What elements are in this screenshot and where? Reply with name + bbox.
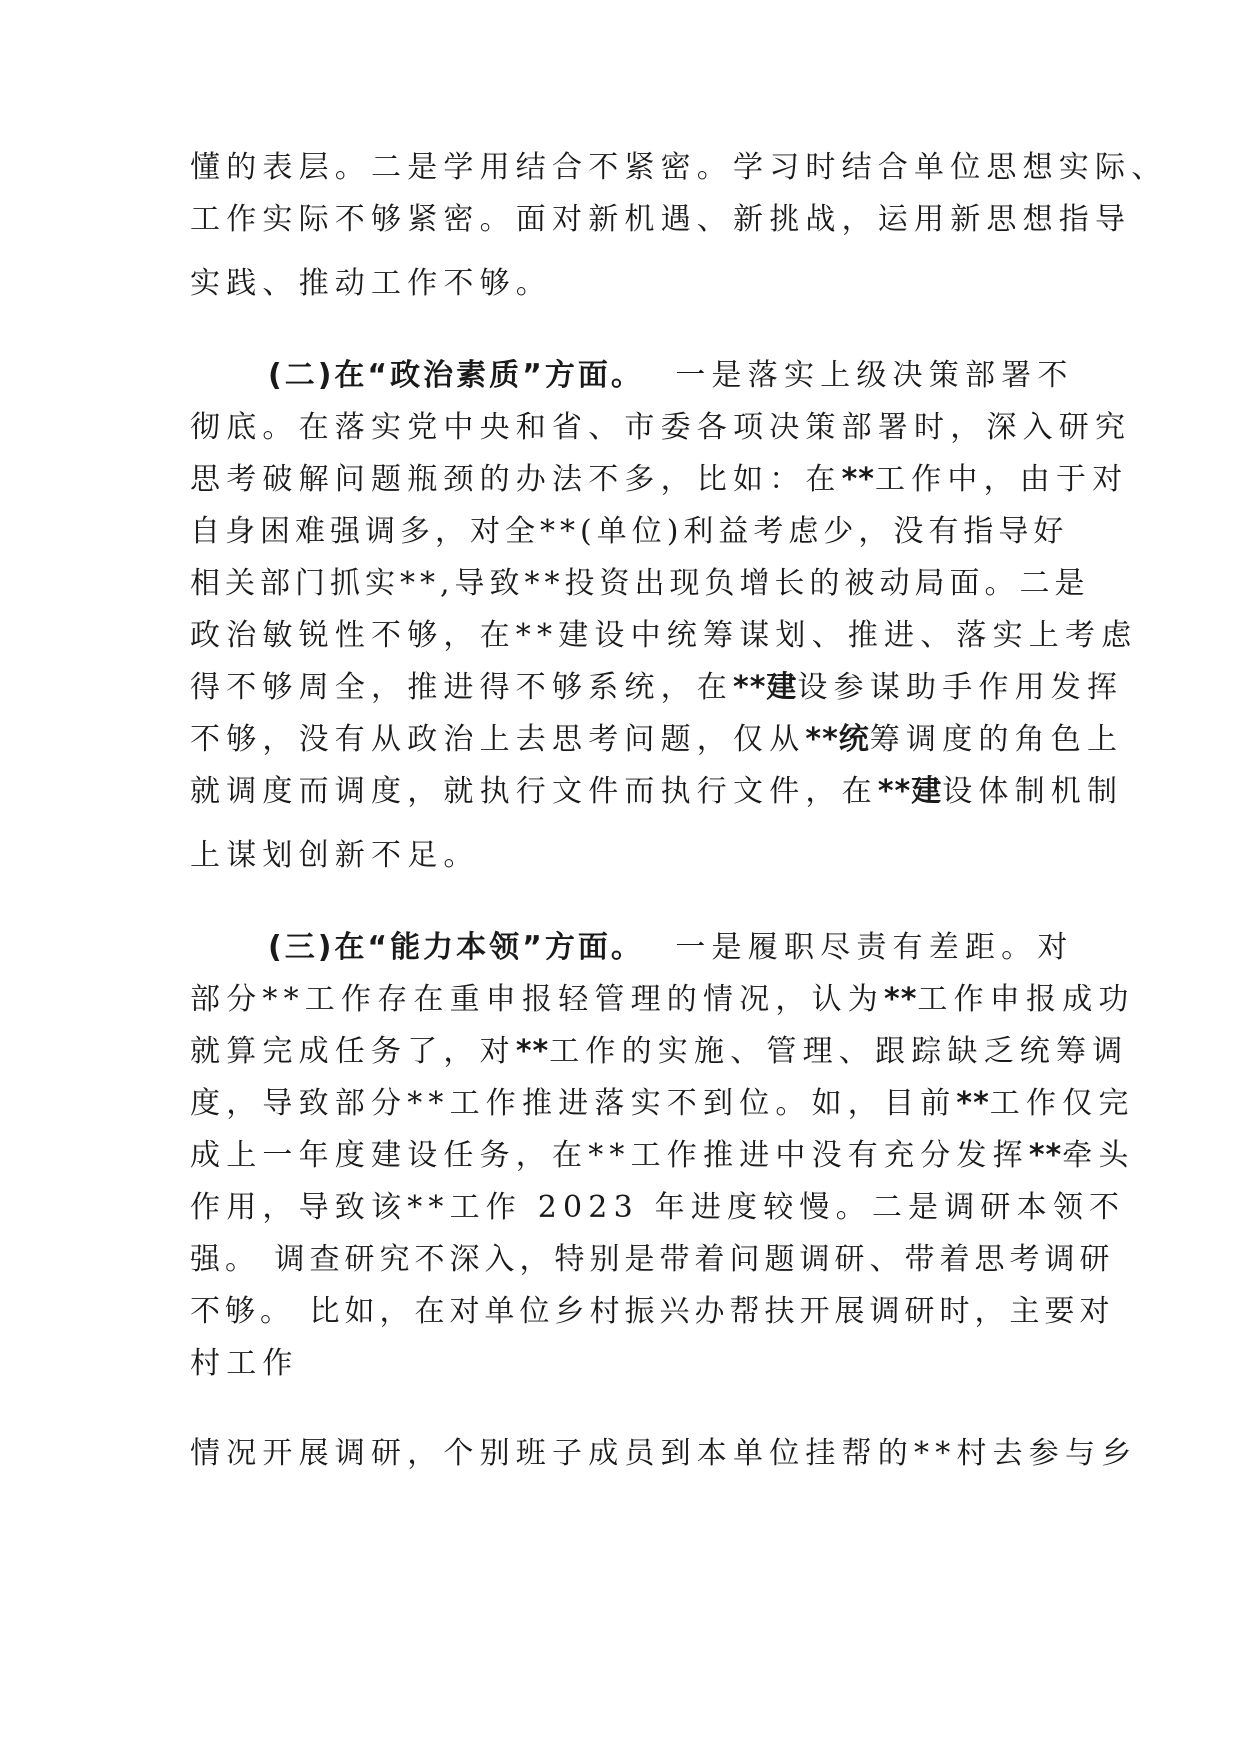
bold-placeholder: **	[956, 1086, 990, 1121]
bold-placeholder: **统	[805, 722, 870, 757]
text-span: 就调度而调度，就执行文件而执行文件，在	[190, 774, 878, 809]
paragraph-line	[190, 668, 1124, 708]
bold-placeholder: **	[1028, 1138, 1063, 1173]
paragraph-line: 情况开展调研，个别班子成员到本单位挂帮的**村去参与乡	[190, 1436, 1138, 1471]
paragraph-line: 村工作	[190, 1346, 299, 1381]
text-span: 工作的实施、管理、跟踪缺乏统筹调	[549, 1034, 1129, 1069]
paragraph-line: 不够。 比如，在对单位乡村振兴办帮扶开展调研时，主要对	[190, 1294, 1115, 1329]
text-span: 成上一年度建设任务，在**工作推进中没有充分发挥	[190, 1138, 1029, 1173]
heading-text: (二)在“政治素质”方面。	[268, 358, 644, 393]
paragraph-line: 实践、推动工作不够。	[190, 266, 552, 301]
text-span: 设参谋助手作用发挥	[797, 670, 1124, 705]
text-span: 牵头	[1062, 1138, 1135, 1173]
section-heading-political-quality	[268, 356, 1074, 396]
heading-continuation: 一是落实上级决策部署不	[675, 358, 1074, 393]
paragraph-line	[190, 772, 1124, 812]
paragraph-line: 强。 调查研究不深入，特别是带着问题调研、带着思考调研	[190, 1242, 1115, 1277]
paragraph-line	[190, 1136, 1135, 1176]
text-span: 部分**工作存在重申报轻管理的情况，认为	[190, 982, 884, 1017]
paragraph-line: 上谋划创新不足。	[190, 838, 480, 873]
paragraph-line: 彻底。在落实党中央和省、市委各项决策部署时，深入研究	[190, 410, 1132, 445]
paragraph-line	[190, 1084, 1135, 1124]
text-span: 思考破解问题瓶颈的办法不多，比如：在	[190, 462, 842, 497]
paragraph-line: 自身困难强调多，对全**(单位)利益考虑少，没有指导好	[190, 514, 1069, 549]
paragraph-line	[190, 460, 1129, 500]
bold-placeholder: **建	[733, 670, 798, 705]
paragraph-line	[190, 980, 1135, 1020]
text-span: 工作申报成功	[917, 982, 1135, 1017]
bold-placeholder: **	[515, 1034, 550, 1069]
heading-continuation: 一是履职尽责有差距。对	[675, 930, 1074, 965]
bold-placeholder: **	[841, 462, 875, 497]
paragraph-line: 相关部门抓实**,导致**投资出现负增长的被动局面。二是	[190, 566, 1090, 601]
text-span: 就算完成任务了，对	[190, 1034, 516, 1069]
paragraph-line	[190, 720, 1124, 760]
text-span: 筹调度的角色上	[869, 722, 1124, 757]
paragraph-line	[190, 1032, 1129, 1072]
paragraph-line: 政治敏锐性不够，在**建设中统筹谋划、推进、落实上考虑	[190, 618, 1138, 653]
paragraph-line: 作用，导致该**工作 2023 年进度较慢。二是调研本领不	[190, 1190, 1126, 1225]
heading-text: (三)在“能力本领”方面。	[268, 930, 644, 965]
text-span: 工作仅完	[989, 1086, 1135, 1121]
text-span: 设体制机制	[942, 774, 1124, 809]
text-span: 工作中，由于对	[875, 462, 1129, 497]
paragraph-line: 工作实际不够紧密。面对新机遇、新挑战，运用新思想指导	[190, 202, 1132, 237]
text-span: 得不够周全，推进得不够系统，在	[190, 670, 733, 705]
text-span: 不够，没有从政治上去思考问题，仅从	[190, 722, 806, 757]
bold-placeholder: **建	[877, 774, 943, 809]
paragraph-line: 懂的表层。二是学用结合不紧密。学习时结合单位思想实际、	[190, 150, 1168, 185]
section-heading-ability	[268, 928, 1074, 968]
bold-placeholder: **	[884, 982, 918, 1017]
text-span: 度，导致部分**工作推进落实不到位。如，目前	[190, 1086, 957, 1121]
